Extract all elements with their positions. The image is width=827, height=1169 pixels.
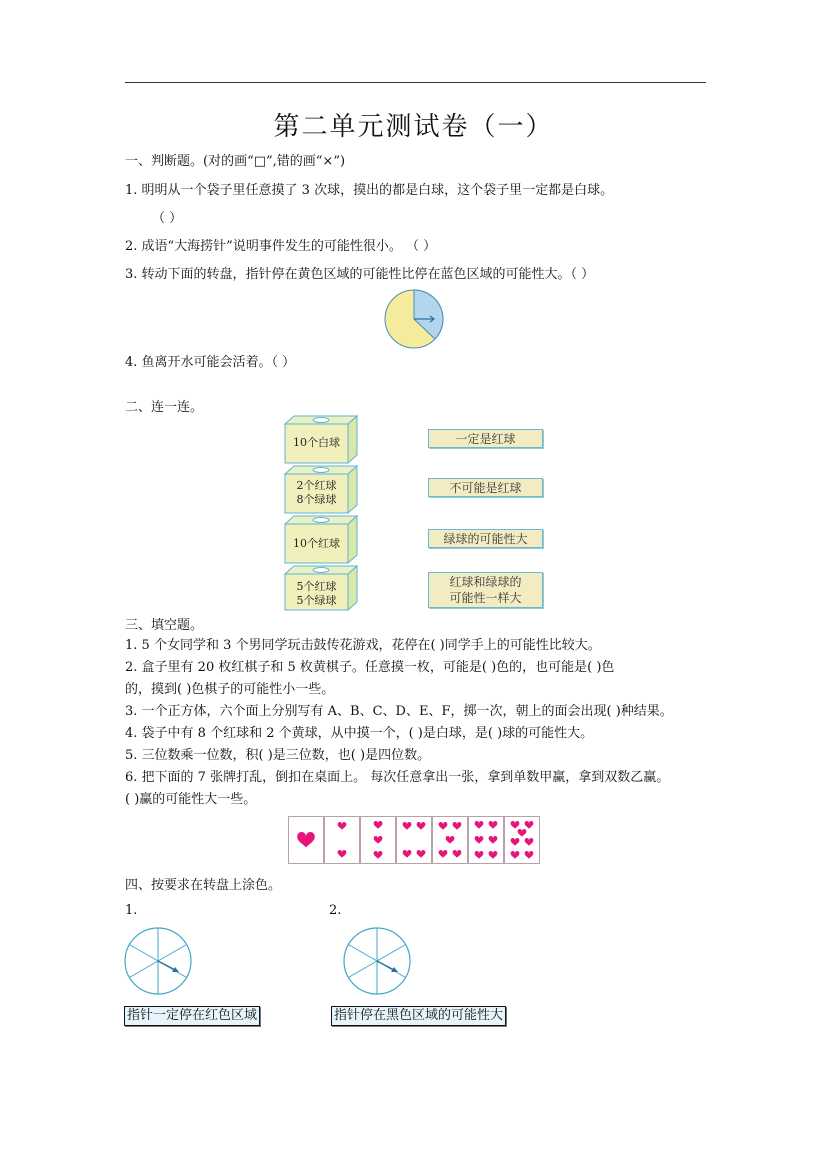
heart-card-7 bbox=[505, 817, 540, 864]
spinner-1-caption: 指针一定停在红色区域 bbox=[124, 1006, 260, 1026]
spinner-six-sectors-2[interactable] bbox=[342, 926, 412, 996]
heart-card-5 bbox=[433, 817, 468, 864]
heart-card-2 bbox=[325, 817, 360, 864]
ball-box-4-label: 5个红球 5个绿球 bbox=[296, 580, 337, 607]
section1-heading: 一、判断题。(对的画“□”,错的画“×”) bbox=[125, 154, 346, 169]
match-option-equal[interactable]: 红球和绿球的 可能性一样大 bbox=[428, 572, 543, 608]
header-rule bbox=[125, 82, 706, 83]
section1-q1: 1. 明明从一个袋子里任意摸了 3 次球，摸出的都是白球，这个袋子里一定都是白球。 bbox=[125, 183, 614, 198]
section3-q6: 6. 把下面的 7 张牌打乱，倒扣在桌面上。 每次任意拿出一张，拿到单数甲赢，拿到双数乙赢。 bbox=[125, 770, 670, 785]
ball-box-3-label: 10个红球 bbox=[293, 537, 340, 550]
section4-label-2: 2. bbox=[329, 903, 342, 918]
section3-q5: 5. 三位数乘一位数，积( )是三位数，也( )是四位数。 bbox=[125, 748, 431, 763]
match-option-green-likely[interactable]: 绿球的可能性大 bbox=[428, 529, 543, 548]
spinner-2-caption: 指针停在黑色区域的可能性大 bbox=[331, 1006, 506, 1026]
heart-card-6 bbox=[469, 817, 504, 864]
spinner-six-sectors-1[interactable] bbox=[123, 926, 193, 996]
page-title: 第二单元测试卷（一） bbox=[273, 112, 554, 141]
heart-card-1 bbox=[289, 817, 324, 864]
section3-q3: 3. 一个正方体，六个面上分别写有 A、B、C、D、E、F，掷一次，朝上的面会出现( )种结果。 bbox=[125, 704, 673, 719]
section3-q6-cont: ( )赢的可能性大一些。 bbox=[125, 792, 257, 807]
section1-q1-answer: （ ） bbox=[152, 211, 183, 226]
section3-heading: 三、填空题。 bbox=[125, 618, 204, 633]
match-option-certain-red[interactable]: 一定是红球 bbox=[428, 429, 543, 448]
section3-q4: 4. 袋子中有 8 个红球和 2 个黄球，从中摸一个，( )是白球，是( )球的可能性大。 bbox=[125, 726, 594, 741]
section3-q2: 2. 盒子里有 20 枚红棋子和 5 枚黄棋子。任意摸一枚，可能是( )色的，也可能是( )色 bbox=[125, 660, 615, 675]
section1-q3: 3. 转动下面的转盘，指针停在黄色区域的可能性比停在蓝色区域的可能性大。（ ） bbox=[125, 267, 595, 282]
ball-box-2-label: 2个红球 8个绿球 bbox=[296, 479, 337, 506]
section3-q2-cont: 的，摸到( )色棋子的可能性小一些。 bbox=[125, 682, 335, 697]
section4-label-1: 1. bbox=[125, 903, 138, 918]
heart-card-4 bbox=[397, 817, 432, 864]
section4-heading: 四、按要求在转盘上涂色。 bbox=[125, 878, 282, 893]
heart-card-3 bbox=[361, 817, 396, 864]
heart-cards-row bbox=[288, 816, 540, 864]
section1-q2: 2. 成语“大海捞针”说明事件发生的可能性很小。 （ ） bbox=[125, 239, 437, 254]
spinner-yellow-blue bbox=[383, 288, 445, 350]
match-option-no-red[interactable]: 不可能是红球 bbox=[428, 478, 543, 497]
section3-q1: 1. 5 个女同学和 3 个男同学玩击鼓传花游戏，花停在( )同学手上的可能性比较大。 bbox=[125, 638, 601, 653]
ball-box-1-label: 10个白球 bbox=[293, 436, 340, 449]
section2-heading: 二、连一连。 bbox=[125, 400, 204, 415]
section1-q4: 4. 鱼离开水可能会活着。（ ） bbox=[125, 355, 296, 370]
